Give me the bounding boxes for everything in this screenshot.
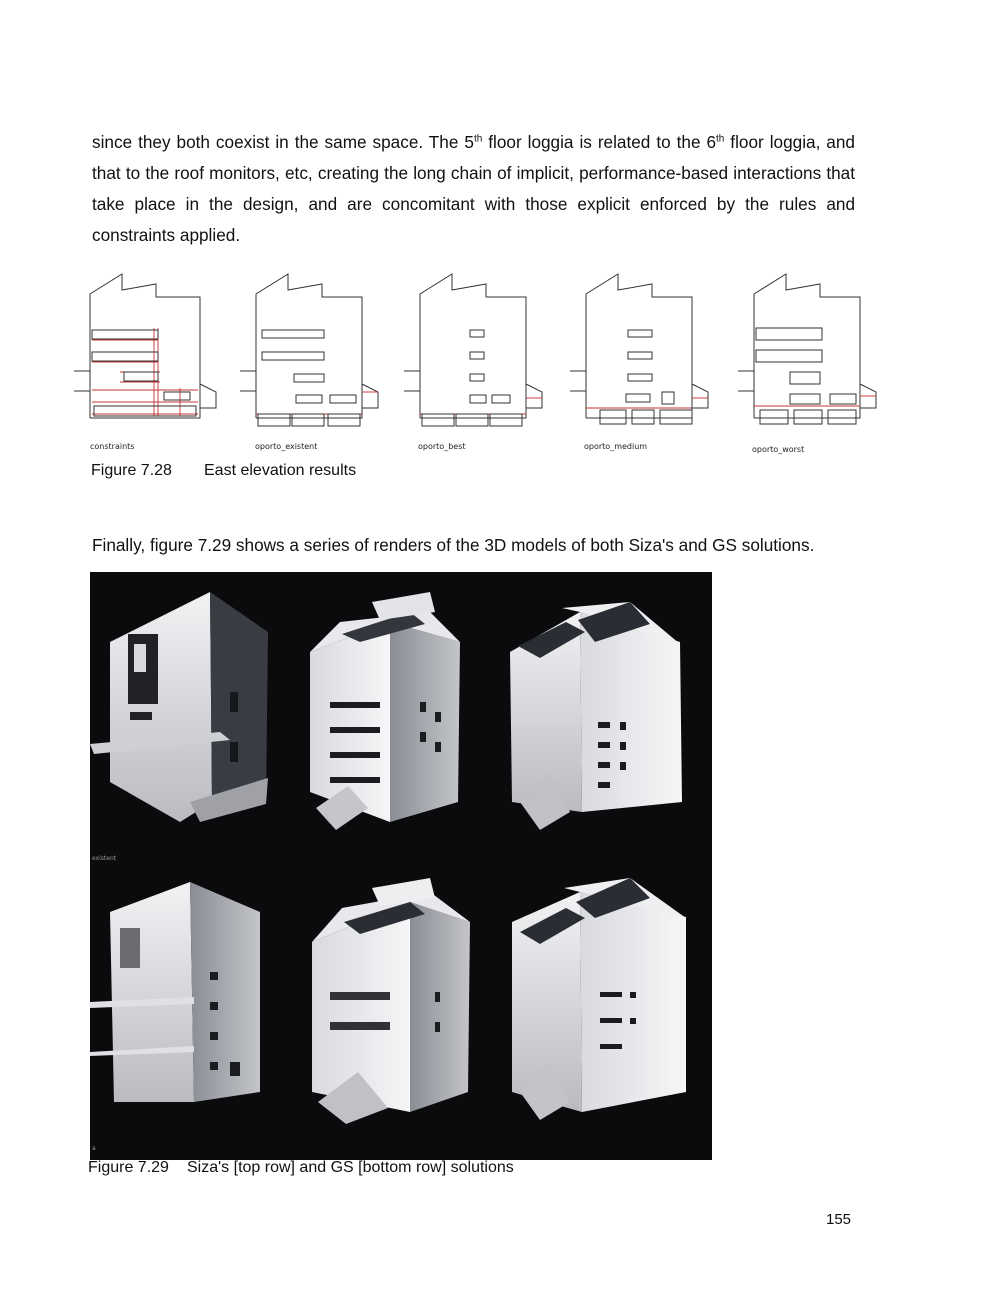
render-gs-2 — [312, 878, 470, 1124]
figure-caption-text: East elevation results — [204, 462, 357, 479]
render-gs-3 — [512, 878, 686, 1120]
elevation-label: oporto_worst — [752, 445, 805, 454]
render-siza-3 — [510, 602, 682, 830]
render-siza-2 — [310, 592, 460, 830]
figure-number: Figure 7.28 — [91, 462, 172, 479]
elevation-label: constraints — [90, 442, 135, 451]
elevation-label: oporto_best — [418, 442, 466, 451]
render-label-top-left: existent — [92, 855, 117, 862]
figure-7-28-caption — [91, 462, 356, 480]
elevation-oporto-existent — [238, 268, 388, 458]
elevation-label: oporto_existent — [255, 442, 318, 451]
render-gs-1 — [90, 882, 260, 1102]
figure-7-28-elevations — [70, 268, 900, 458]
figure-caption-text: Siza's [top row] and GS [bottom row] solutions — [187, 1159, 514, 1176]
body-paragraph: since they both coexist in the same space. The 5th floor loggia is related to the 6th floor loggia, and that to the roof monitors, etc, creating the long chain of implicit, performance-based interactions that take place in the design, and are concomitant with those explicit enforced by the rules and constraints applied. — [92, 132, 855, 245]
elevation-oporto-best — [404, 268, 554, 458]
elevation-label: oporto_medium — [584, 442, 648, 451]
render-siza-1 — [90, 592, 268, 822]
render-label-bottom-left: a — [92, 1145, 96, 1152]
figure-intro-text: Finally, figure 7.29 shows a series of renders of the 3D models of both Siza's and GS solutions. — [92, 535, 815, 555]
figure-7-29-renders — [90, 572, 712, 1160]
figure-7-29-caption — [88, 1159, 514, 1177]
elevation-constraints — [70, 268, 220, 458]
elevation-oporto-medium — [570, 268, 720, 458]
elevation-oporto-worst — [736, 268, 886, 458]
page-number: 155 — [826, 1211, 852, 1228]
figure-number: Figure 7.29 — [88, 1159, 169, 1176]
